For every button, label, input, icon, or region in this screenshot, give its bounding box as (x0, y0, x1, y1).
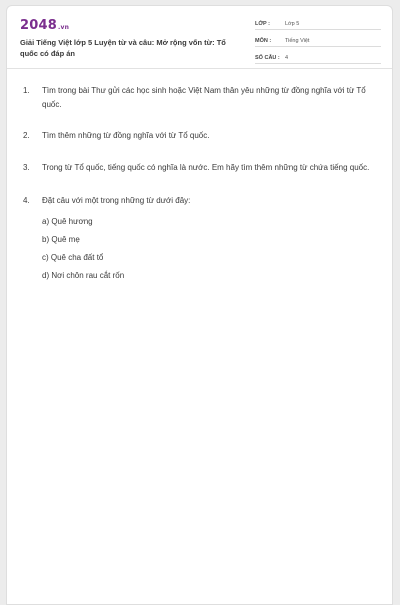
meta-row-subject (255, 32, 381, 47)
question-number: 2. (23, 131, 30, 140)
option-d: d) Nơi chôn rau cắt rốn (42, 270, 125, 280)
option-b: b) Quê mẹ (42, 234, 80, 244)
question-number: 3. (23, 162, 30, 172)
question-text: Đặt câu với một trong những từ dưới đây: (42, 196, 191, 205)
document-sheet (6, 5, 393, 605)
option-a: a) Quê hương (42, 216, 93, 226)
question-text: Trong từ Tổ quốc, tiếng quốc có nghĩa là nước. Em hãy tìm thêm những từ chứa tiếng quốc. (42, 162, 370, 172)
page-title: Giải Tiếng Việt lớp 5 Luyện từ và câu: Mở rộng vốn từ: Tổ quốc có đáp án (20, 38, 226, 58)
meta-table (255, 15, 381, 66)
question-4 (23, 194, 383, 208)
question-3 (23, 161, 383, 175)
meta-label-count: SỐ CÂU : (255, 55, 280, 61)
question-2 (23, 129, 383, 143)
question-list (23, 84, 383, 287)
meta-value-class: Lớp 5 (285, 21, 300, 27)
site-logo[interactable] (20, 18, 69, 33)
meta-row-class (255, 15, 381, 30)
meta-label-subject: MÔN : (255, 38, 272, 44)
option-c: c) Quê cha đất tổ (42, 252, 104, 262)
question-1 (23, 84, 383, 111)
answer-options (42, 215, 383, 282)
question-number: 4. (23, 196, 30, 205)
document-header (7, 6, 392, 69)
meta-row-count (255, 49, 381, 64)
question-text: Tìm thêm những từ đồng nghĩa với từ Tổ quốc. (42, 131, 210, 140)
meta-label-class: LỚP : (255, 21, 270, 27)
logo-tld: .vn (57, 24, 70, 31)
question-number: 1. (23, 86, 30, 95)
logo-text: 2048 (20, 18, 57, 33)
meta-value-subject: Tiếng Việt (285, 38, 310, 44)
meta-value-count: 4 (285, 55, 289, 61)
question-text: Tìm trong bài Thư gửi các học sinh hoặc Việt Nam thân yêu những từ đồng nghĩa với từ Tổ quốc. (42, 86, 366, 109)
